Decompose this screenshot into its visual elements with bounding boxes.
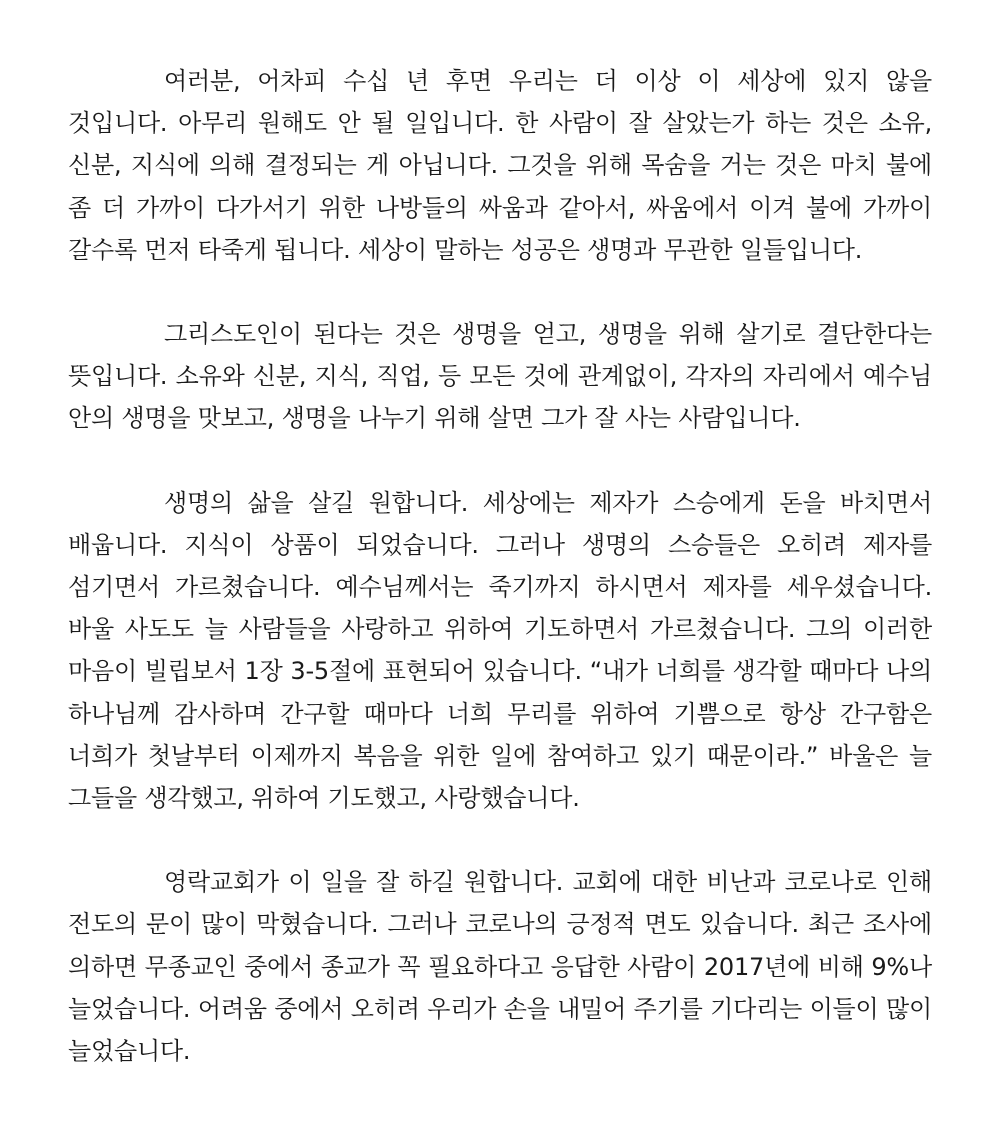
paragraph-2: 그리스도인이 된다는 것은 생명을 얻고, 생명을 위해 살기로 결단한다는 뜻입니다. 소유와 신분, 지식, 직업, 등 모든 것에 관계없이, 각자의 자리에서 예수님 안의 생명을 맛보고, 생명을 나누기 위해 살면 그가 잘 사는 사람입니다. xyxy=(68,320,932,433)
paragraph-3: 생명의 삶을 살길 원합니다. 세상에는 제자가 스승에게 돈을 바치면서 배웁니다. 지식이 상품이 되었습니다. 그러나 생명의 스승들은 오히려 제자를 섬기면서 가르쳤습니다. 예수님께서는 죽기까지 하시면서 제자를 세우셨습니다. 바울 사도도 늘 사람들을 사랑하고 위하여 기도하면서 가르쳤습니다. 그의 이러한 마음이 빌립보서 1장 3-5절에 표현되어 있습니다. “내가 너희를 생각할 때마다 나의 하나님께 감사하며 간구할 때마다 너희 무리를 위하여 기쁨으로 항상 간구함은 너희가 첫날부터 이제까지 복음을 위한 일에 참여하고 있기 때문이라.” 바울은 늘 그들을 생각했고, 위하여 기도했고, 사랑했습니다. xyxy=(68,488,932,813)
paragraph-1: 여러분, 어차피 수십 년 후면 우리는 더 이상 이 세상에 있지 않을 것입니다. 아무리 원해도 안 될 일입니다. 한 사람이 잘 살았는가 하는 것은 소유, 신분, 지식에 의해 결정되는 게 아닙니다. 그것을 위해 목숨을 거는 것은 마치 불에 좀 더 가까이 다가서기 위한 나방들의 싸움과 같아서, 싸움에서 이겨 불에 가까이 갈수록 먼저 타죽게 됩니다. 세상이 말하는 성공은 생명과 무관한 일들입니다. xyxy=(68,67,932,264)
paragraph-4: 영락교회가 이 일을 잘 하길 원합니다. 교회에 대한 비난과 코로나로 인해 전도의 문이 많이 막혔습니다. 그러나 코로나의 긍정적 면도 있습니다. 최근 조사에 의하면 무종교인 중에서 종교가 꼭 필요하다고 응답한 사람이 2017년에 비해 9%나 늘었습니다. 어려움 중에서 오히려 우리가 손을 내밀어 주기를 기다리는 이들이 많이 늘었습니다. xyxy=(68,868,932,1066)
